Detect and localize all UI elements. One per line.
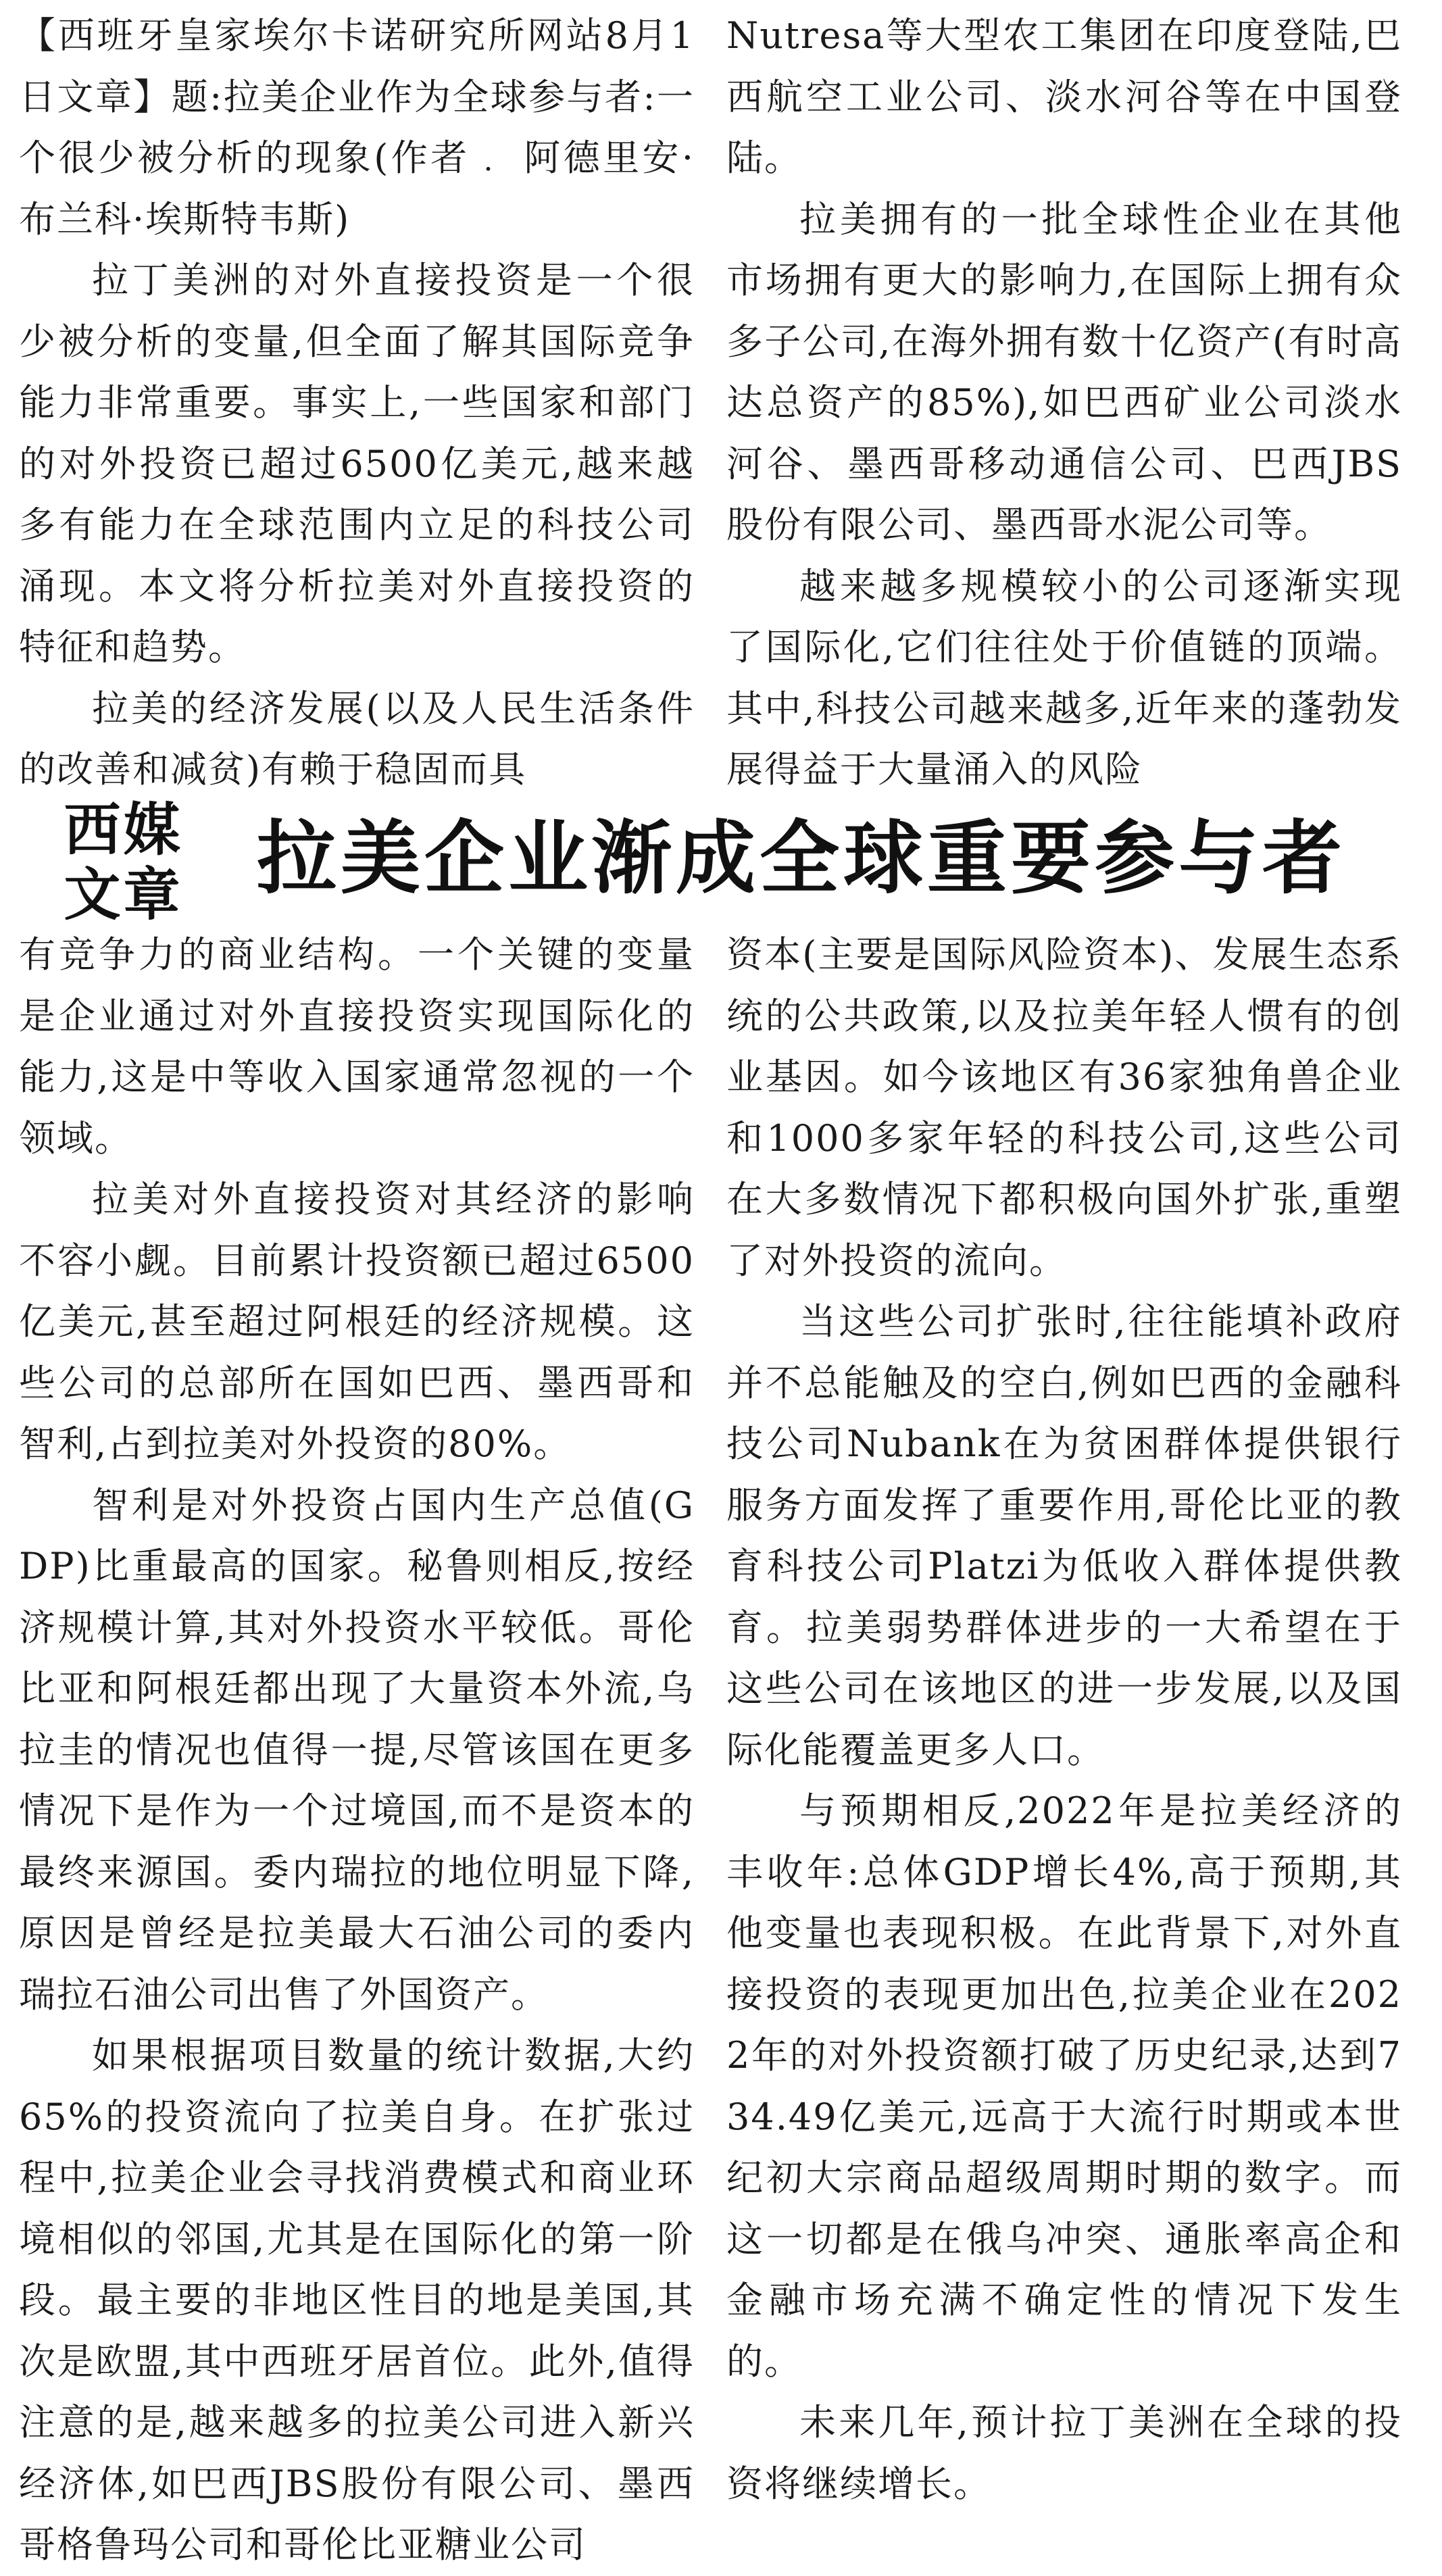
body-paragraph: 如果根据项目数量的统计数据,大约65%的投资流向了拉美自身。在扩张过程中,拉美企业会寻找消费模式和商业环境相似的邻国,尤其是在国际化的第一阶段。最主要的非地区性目的地是美国,其次是欧盟,其中西班牙居首位。此外,值得注意的是,越来越多的拉美公司进入新兴经济体,如巴西JBS股份有限公司、墨西哥格鲁玛公司和哥伦比亚糖业公司 [19, 2034, 695, 2566]
article-headline: 拉美企业渐成全球重要参与者 [257, 812, 1347, 905]
column-top-left [19, 5, 695, 801]
source-byline: 【西班牙皇家埃尔卡诺研究所网站8月1日文章】题:拉美企业作为全球参与者:一个很少被分析的现象(作者﹒ 阿德里安·布兰科·埃斯特韦斯) [19, 14, 695, 241]
body-paragraph: 资本(主要是国际风险资本)、发展生态系统的公共政策,以及拉美年轻人惯有的创业基因。如今该地区有36家独角兽企业和1000多家年轻的科技公司,这些公司在大多数情况下都积极向国外扩张,重塑了对外投资的流向。 [726, 933, 1402, 1282]
body-paragraph: 拉美对外直接投资对其经济的影响不容小觑。目前累计投资额已超过6500亿美元,甚至超过阿根廷的经济规模。这些公司的总部所在国如巴西、墨西哥和智利,占到拉美对外投资的80%。 [19, 1178, 695, 1465]
body-paragraph: 与预期相反,2022年是拉美经济的丰收年:总体GDP增长4%,高于预期,其他变量也表现积极。在此背景下,对外直接投资的表现更加出色,拉美企业在2022年的对外投资额打破了历史纪录,达到734.49亿美元,远高于大流行时期或本世纪初大宗商品超级周期时期的数字。而这一切都是在俄乌冲突、通胀率高企和金融市场充满不确定性的情况下发生的。 [726, 1789, 1402, 2383]
body-paragraph: 智利是对外投资占国内生产总值(GDP)比重最高的国家。秘鲁则相反,按经济规模计算,其对外投资水平较低。哥伦比亚和阿根廷都出现了大量资本外流,乌拉圭的情况也值得一提,尽管该国在更多情况下是作为一个过境国,而不是资本的最终来源国。委内瑞拉的地位明显下降,原因是曾经是拉美最大石油公司的委内瑞拉石油公司出售了外国资产。 [19, 1483, 695, 2016]
section-label [54, 797, 193, 927]
body-paragraph: 拉美的经济发展(以及人民生活条件的改善和减贫)有赖于稳固而具 [19, 687, 695, 791]
body-paragraph: 拉美拥有的一批全球性企业在其他市场拥有更大的影响力,在国际上拥有众多子公司,在海外拥有数十亿资产(有时高达总资产的85%),如巴西矿业公司淡水河谷、墨西哥移动通信公司、巴西JBS股份有限公司、墨西哥水泥公司等。 [726, 197, 1402, 546]
section-label-line2: 文章 [64, 862, 183, 928]
body-paragraph: 越来越多规模较小的公司逐渐实现了国际化,它们往往处于价值链的顶端。其中,科技公司越来越多,近年来的蓬勃发展得益于大量涌入的风险 [726, 564, 1402, 791]
body-paragraph: 有竞争力的商业结构。一个关键的变量是企业通过对外直接投资实现国际化的能力,这是中等收入国家通常忽视的一个领域。 [19, 933, 695, 1160]
column-bottom-left [19, 924, 695, 2576]
body-paragraph: 未来几年,预计拉丁美洲在全球的投资将继续增长。 [726, 2401, 1402, 2505]
column-bottom-right [726, 924, 1402, 2515]
body-paragraph: Nutresa等大型农工集团在印度登陆,巴西航空工业公司、淡水河谷等在中国登陆。 [726, 14, 1402, 179]
column-top-right [726, 5, 1402, 801]
body-paragraph: 当这些公司扩张时,往往能填补政府并不总能触及的空白,例如巴西的金融科技公司Nubank在为贫困群体提供银行服务方面发挥了重要作用,哥伦比亚的教育科技公司Platzi为低收入群体提供教育。拉美弱势群体进步的一大希望在于这些公司在该地区的进一步发展,以及国际化能覆盖更多人口。 [726, 1300, 1402, 1771]
section-label-line1: 西媒 [64, 797, 183, 863]
body-paragraph: 拉丁美洲的对外直接投资是一个很少被分析的变量,但全面了解其国际竞争能力非常重要。事实上,一些国家和部门的对外投资已超过6500亿美元,越来越多有能力在全球范围内立足的科技公司涌现。本文将分析拉美对外直接投资的特征和趋势。 [19, 259, 695, 668]
